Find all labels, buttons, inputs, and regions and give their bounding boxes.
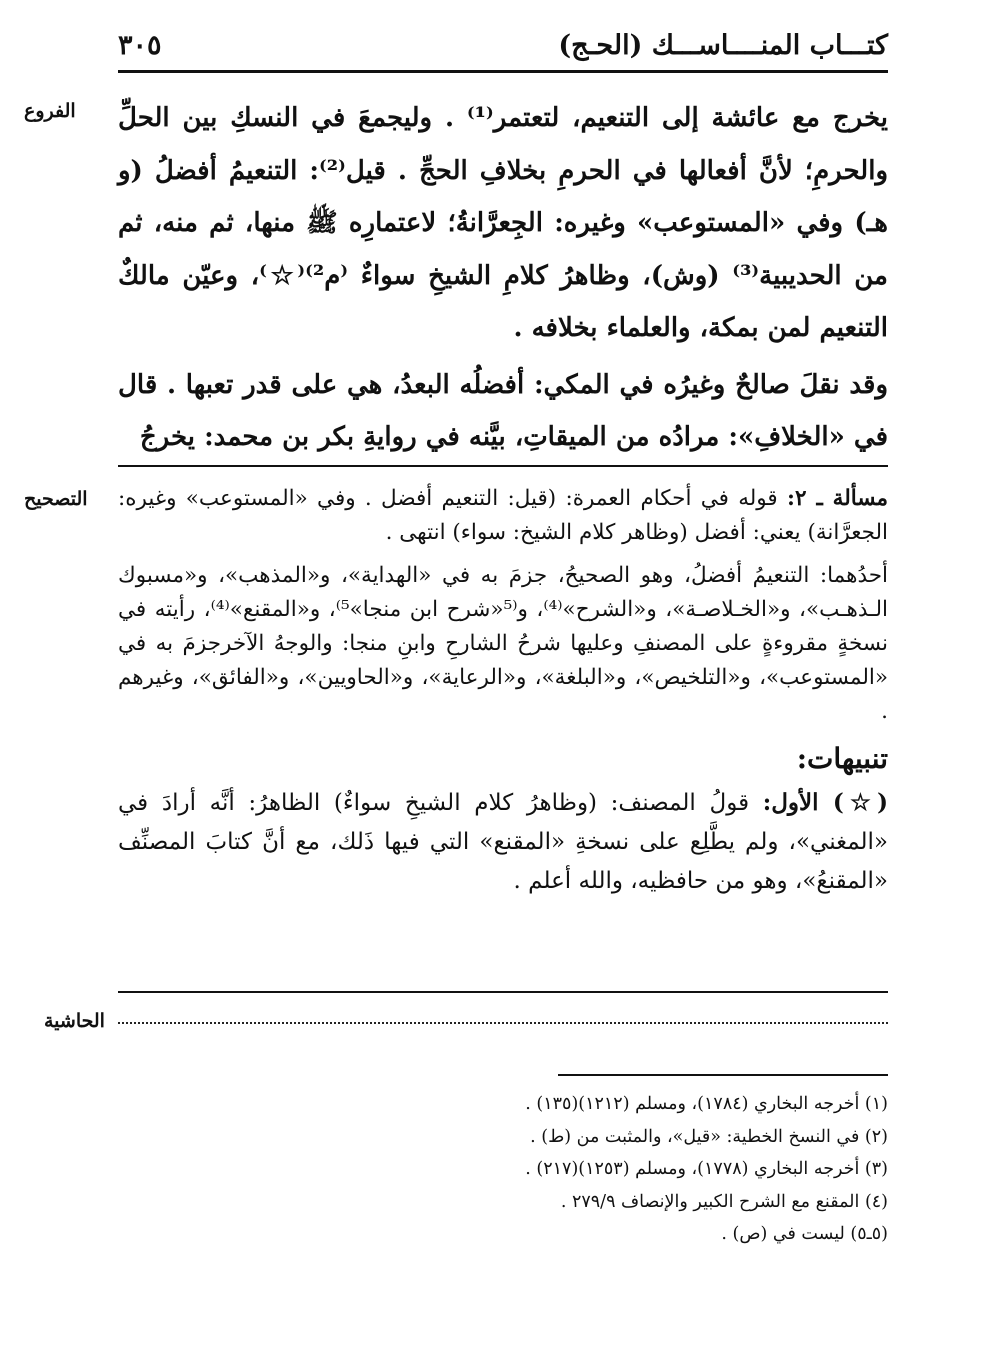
- correction-section: [118, 482, 888, 901]
- margin-notes-dotted-line: [118, 1022, 888, 1024]
- page-header: [118, 28, 888, 68]
- footnote: (٣) أخرجه البخاري (١٧٧٨)، ومسلم (١٢٥٣)(٢١٧) .: [525, 1159, 888, 1179]
- side-label-correction: التصحيح: [24, 488, 88, 510]
- main-paragraph: وقد نقلَ صالحٌ وغيرُه في المكي: أفضلُه البعدُ، هي على قدر تعبها . قال في «الخلافِ»: مرادُه من الميقاتِ، بيَّنه في روايةِ بكر بن محمد: يخرجُ: [118, 369, 889, 452]
- issue-text: قوله في أحكام العمرة: (قيل: التنعيم أفضل . وفي «المستوعب» وغيره: الجعرَّانة) يعني: أفضل (وظاهر كلام الشيخ: سواء) انتهى .: [118, 486, 888, 545]
- note-label: (☆) الأول:: [762, 789, 888, 816]
- issue-label: مسألة ـ ٢:: [787, 486, 889, 511]
- footnotes: [188, 1088, 888, 1251]
- main-paragraph: يخرج مع عائشة إلى التنعيم، لتعتمر⁽¹⁾ . وليجمعَ في النسكِ بين الحلِّ والحرمِ؛ لأنَّ أفعالها في الحرمِ بخلافِ الحجِّ . قيل⁽²⁾: التنعيمُ أفضلُ (و هـ) وفي «المستوعب» وغيره: الجِعرَّانةُ؛ لاعتمارِه ﷺ منها، ثم منه، ثم من الحديبية⁽³⁾ (وش)، وظاهرُ كلامِ الشيخِ سواءٌ ⁽م²⁾⁽☆⁾، وعيّن مالكٌ التنعيم لمن بمكة، والعلماء بخلافه .: [118, 103, 889, 343]
- correction-paragraph: أحدُهما: التنعيمُ أفضلُ، وهو الصحيحُ، جزمَ به في «الهداية»، و«المذهب»، و«مسبوك الـذهـب»، و«الخـلاصـة»، و«الشرح»⁽⁴⁾، و⁽⁵«شرح ابن منجا»⁵⁾، و«المقنع»⁽⁴⁾، رأيته في نسخةٍ مقروءةٍ على المصنفِ وعليها شرحُ الشارحِ وابنِ منجا: والوجهُ الآخرجزمَ به في «المستوعب»، و«التلخيص»، و«البلغة»، و«الرعاية»، و«الحاويين»، و«الفائق»، وغيرهم .: [118, 563, 888, 724]
- footnote: (٤) المقنع مع الشرح الكبير والإنصاف ٢٧٩/٩ .: [560, 1191, 888, 1212]
- header-rule: [118, 70, 888, 73]
- footnote: (٥ـ٥) ليست في (ص) .: [721, 1224, 888, 1244]
- correction-paragraph: [118, 482, 888, 550]
- margin-notes-rule: [118, 991, 888, 993]
- page-number: ٣٠٥: [118, 30, 162, 61]
- footnote: (١) أخرجه البخاري (١٧٨٤)، ومسلم (١٢١٢)(١٣٥) .: [525, 1094, 888, 1114]
- note-paragraph: [118, 783, 888, 901]
- section-divider: [118, 465, 888, 467]
- side-label-main: الفروع: [24, 100, 76, 122]
- notes-heading: تنبيهات:: [796, 742, 888, 775]
- side-label-margin-notes: الحاشية: [44, 1010, 105, 1032]
- footnote: (٢) في النسخ الخطية: «قيل»، والمثبت من (ط) .: [530, 1126, 888, 1147]
- footnote-rule: [558, 1074, 888, 1076]
- note-text: قولُ المصنف: (وظاهرُ كلام الشيخِ سواءٌ) الظاهرُ: أنَّه أرادَ في «المغني»، ولم يطَّلِع على نسخةِ «المقنع» التي فيها ذَلك، مع أنَّ كتابَ المصنِّف «المقنعُ»، وهو من حافظيه، والله أعلم .: [118, 790, 888, 894]
- main-text: [118, 92, 888, 464]
- running-title: كتـــاب المنــــاســـك (الحـج): [558, 30, 888, 61]
